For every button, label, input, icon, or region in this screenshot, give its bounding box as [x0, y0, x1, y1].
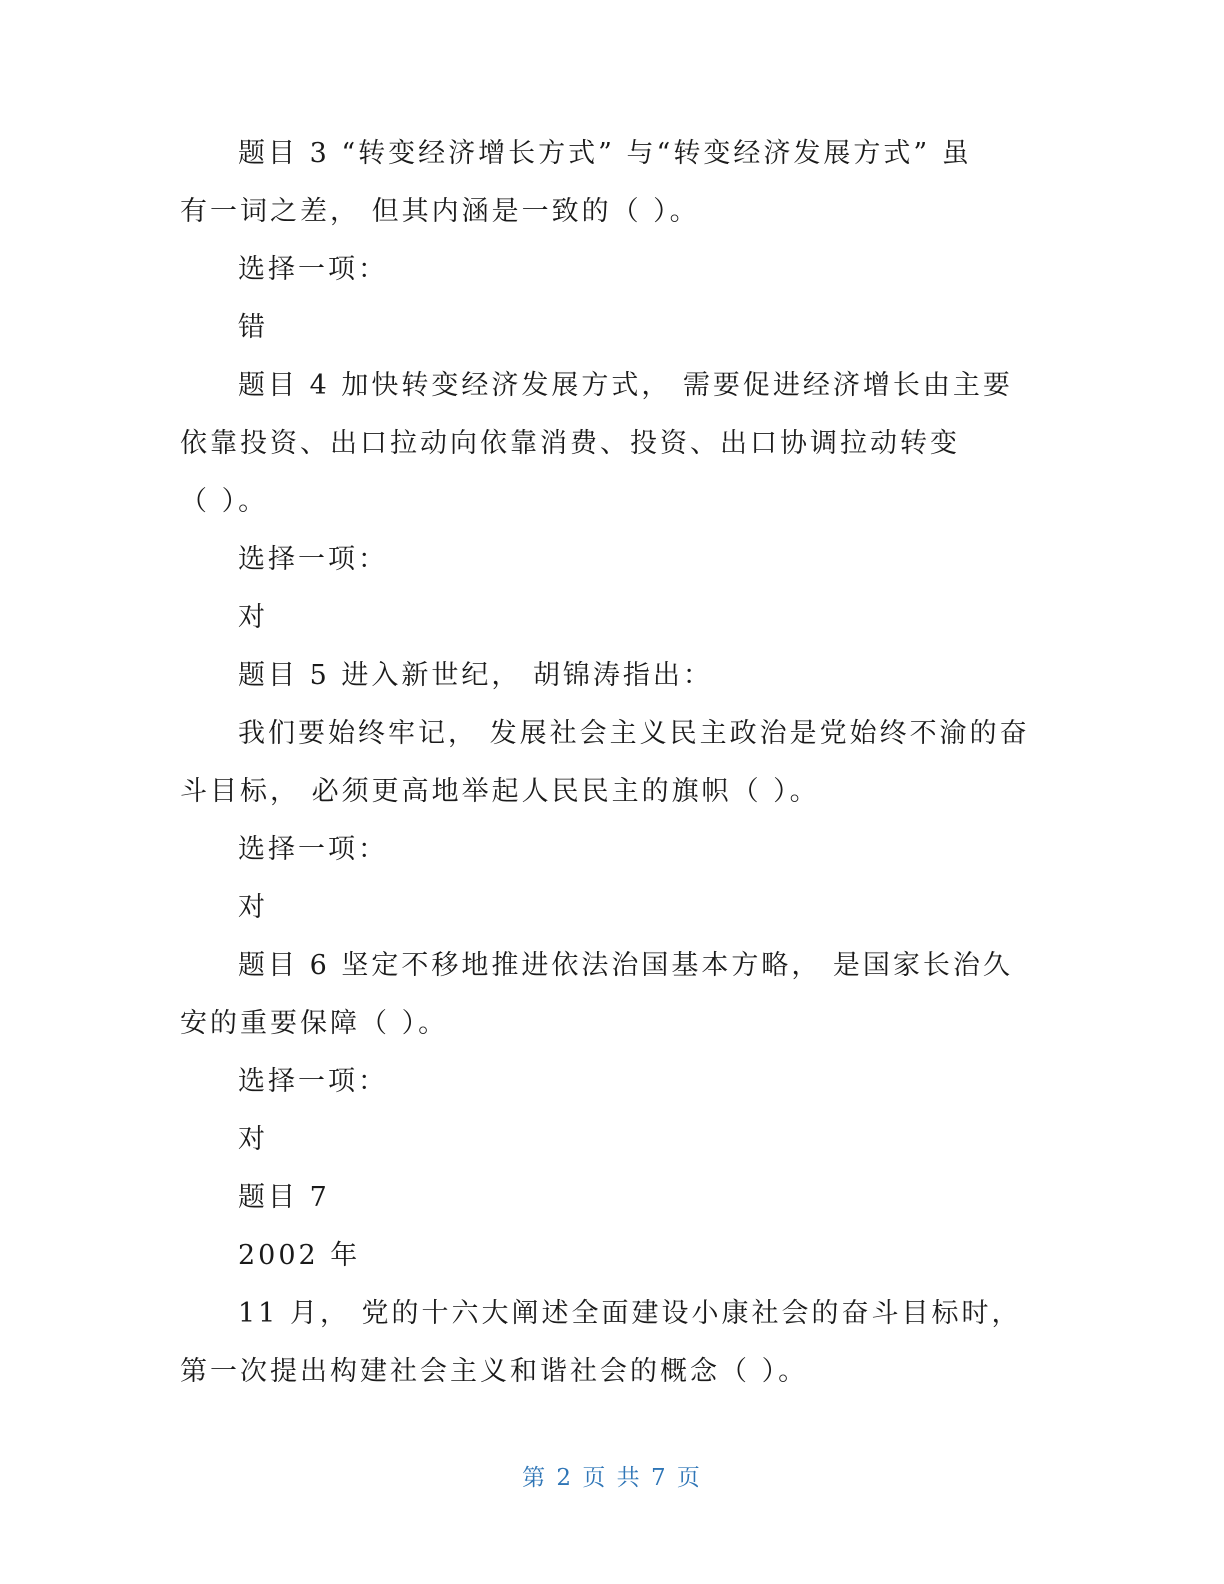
q5-line-1: 题目 5 进入新世纪， 胡锦涛指出： [238, 660, 713, 691]
q7-year: 2002 年 [238, 1240, 361, 1271]
q5-line-2: 我们要始终牢记， 发展社会主义民主政治是党始终不渝的奋 [238, 718, 1030, 749]
q4-choose-label: 选择一项： [238, 544, 388, 575]
q5-line-3: 斗目标， 必须更高地举起人民民主的旗帜（ ）。 [180, 776, 820, 807]
q6-choose-label: 选择一项： [238, 1066, 388, 1097]
q7-line-1: 11 月， 党的十六大阐述全面建设小康社会的奋斗目标时， [238, 1298, 1022, 1329]
q6-line-2: 安的重要保障（ ）。 [180, 1008, 449, 1039]
q6-line-1: 题目 6 坚定不移地推进依法治国基本方略， 是国家长治久 [238, 950, 1013, 981]
q4-line-3: （ ）。 [180, 486, 269, 517]
q5-choose-label: 选择一项： [238, 834, 388, 865]
q7-title: 题目 7 [238, 1182, 330, 1213]
page-number-footer: 第 2 页 共 7 页 [522, 1465, 702, 1491]
q3-line-1: 题目 3 “转变经济增长方式” 与“转变经济发展方式” 虽 [238, 138, 972, 169]
q7-line-2: 第一次提出构建社会主义和谐社会的概念（ ）。 [180, 1356, 809, 1387]
q4-line-1: 题目 4 加快转变经济发展方式， 需要促进经济增长由主要 [238, 370, 1013, 401]
q4-answer: 对 [238, 602, 268, 633]
q3-line-2: 有一词之差， 但其内涵是一致的（ ）。 [180, 196, 700, 227]
q4-line-2: 依靠投资、出口拉动向依靠消费、投资、出口协调拉动转变 [180, 428, 960, 459]
q3-answer: 错 [238, 312, 268, 343]
q3-choose-label: 选择一项： [238, 254, 388, 285]
q5-answer: 对 [238, 892, 268, 923]
q6-answer: 对 [238, 1124, 268, 1155]
